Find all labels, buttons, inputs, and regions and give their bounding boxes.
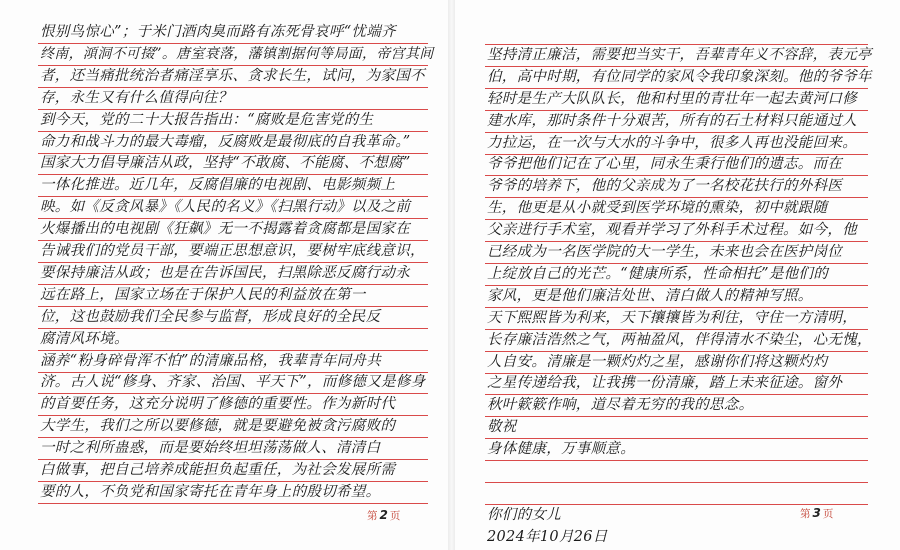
handwritten-line: 秋叶簌簌作响，道尽着无穷的我的思念。: [487, 397, 754, 414]
handwritten-line: 力拉运，在一次与大水的斗争中，很多人再也没能回来。: [487, 134, 857, 151]
ruled-line: [485, 44, 868, 45]
ruled-line: [485, 329, 868, 330]
ruled-line: [485, 460, 868, 461]
ruled-line: [38, 503, 428, 504]
handwritten-line: 国家大力倡导廉洁从政，坚持“不敢腐、不能腐、不想腐”: [40, 155, 411, 172]
handwritten-line: 一时之利所蛊惑，而是要始终坦坦荡荡做人、清清白: [40, 440, 381, 457]
ruled-line: [485, 373, 868, 374]
ruled-line: [38, 218, 428, 219]
ruled-line: [485, 175, 868, 176]
ruled-line: [38, 437, 428, 438]
handwritten-line: 大学生，我们之所以要修德，就是要避免被贪污腐败的: [40, 418, 396, 435]
handwritten-line: 要的人，不负党和国家寄托在青年身上的殷切希望。: [40, 483, 381, 500]
handwritten-line: 生，他更是从小就受到医学环境的熏染，初中就跟随: [487, 200, 828, 217]
handwritten-line: 远在路上，国家立场在于保护人民的利益放在第一: [40, 286, 366, 303]
left-page: [0, 0, 448, 550]
handwritten-line: 告诫我们的党员干部，要端正思想意识，要树牢底线意识，: [40, 243, 425, 259]
ruled-line: [38, 65, 428, 66]
handwritten-line: 要保持廉洁从政；也是在告诉国民，扫黑除恶反腐行动永: [40, 264, 410, 281]
handwritten-line: 家风，更是他们廉洁处世、清白做人的精神写照。: [487, 287, 813, 304]
handwritten-line: 之星传递给我，让我携一份清廉，踏上未来征途。窗外: [487, 375, 843, 392]
page-label-suffix: 页: [822, 508, 834, 520]
ruled-line: [485, 416, 868, 417]
ruled-line: [38, 415, 428, 416]
page-number-label: [367, 508, 400, 523]
ruled-line: [38, 131, 428, 132]
ruled-line: [485, 307, 868, 308]
ruled-line: [38, 43, 428, 44]
handwritten-line: 恨别鸟惊心”；于米门酒肉臭而路有冻死骨哀呼“忧端齐: [40, 24, 396, 40]
handwritten-line: 一体化推进。近几年，反腐倡廉的电视剧、电影频频上: [40, 177, 396, 194]
handwritten-line: 伯，高中时期，有位同学的家风令我印象深刻。他的爷爷年: [487, 68, 872, 85]
handwritten-line: 到今天，党的二十大报告指出：“腐败是危害党的生: [40, 111, 374, 128]
ruled-line: [485, 219, 868, 220]
ruled-line: [38, 196, 428, 197]
ruled-line: [38, 306, 428, 307]
handwritten-line: 人自安。清廉是一颗灼灼之星，感谢你们将这颗灼灼: [487, 353, 828, 370]
handwritten-line: 长存廉洁浩然之气，两袖盈风，伴得清水不染尘，心无愧，: [487, 331, 872, 348]
ruled-line: [38, 481, 428, 482]
handwritten-line: 济。古人说“修身、齐家、治国、平天下”，而修德又是修身: [40, 374, 426, 391]
ruled-line: [485, 351, 868, 352]
handwritten-line: 轻时是生产大队队长，他和村里的青壮年一起去黄河口修: [487, 90, 857, 107]
handwritten-line: 上绽放自己的光芒。“健康所系，性命相托”是他们的: [487, 265, 829, 282]
ruled-line: [485, 241, 868, 242]
handwritten-line: 敬祝: [487, 419, 517, 436]
ruled-line: [485, 197, 868, 198]
handwritten-line: 存，永生又有什么值得向往？: [40, 89, 233, 106]
ruled-line: [38, 350, 428, 351]
ruled-line: [485, 263, 868, 264]
ruled-line: [485, 438, 868, 439]
page-number: 2: [379, 508, 388, 522]
ruled-line: [485, 482, 868, 483]
ruled-line: [485, 285, 868, 286]
page-label-suffix: 页: [389, 510, 401, 522]
handwritten-line: 命力和战斗力的最大毒瘤，反腐败是最彻底的自我革命。”: [40, 133, 411, 150]
handwritten-line: 者，还当痛批统治者痛淫享乐、贪求长生，试问，为家国不: [40, 67, 425, 84]
ruled-line: [38, 372, 428, 373]
ruled-line: [485, 504, 868, 505]
ruled-line: [485, 394, 868, 395]
handwritten-line: 的首要任务，这充分说明了修德的重要性。作为新时代: [40, 396, 396, 413]
ruled-line: [38, 240, 428, 241]
ruled-line: [38, 87, 428, 88]
handwritten-line: 爷爷的培养下，他的父亲成为了一名校花扶行的外科医: [487, 178, 843, 195]
page-label-prefix: 第: [367, 510, 378, 522]
handwritten-line: 已经成为一名医学院的大一学生，未来也会在医护岗位: [487, 244, 843, 260]
ruled-line: [485, 154, 868, 155]
ruled-line: [38, 153, 428, 154]
handwritten-line: 位，这也鼓励我们全民参与监督，形成良好的全民反: [40, 308, 381, 325]
handwritten-line: 涵养“粉身碎骨浑不怕”的清廉品格，我辈青年同舟共: [40, 352, 382, 369]
handwritten-line: 建水库，那时条件十分艰苦，所有的石土材料只能通过人: [487, 112, 857, 129]
handwritten-line: 腐清风环境。: [40, 330, 129, 347]
page-number-label: [800, 506, 833, 521]
ruled-line: [38, 284, 428, 285]
handwritten-line: 身体健康，万事顺意。: [487, 441, 635, 458]
ruled-line: [485, 88, 868, 89]
handwritten-line: 映。如《反贪风暴》《人民的名义》《扫黑行动》以及之前: [40, 199, 411, 216]
ruled-line: [485, 132, 868, 133]
page-gutter: [448, 0, 455, 550]
ruled-line: [38, 459, 428, 460]
handwritten-line: 坚持清正廉洁，需要把当实干，吾辈青年义不容辞，表元亭: [487, 46, 872, 63]
handwritten-line: 白做事，把自己培养成能担负起重任，为社会发展所需: [40, 462, 396, 478]
ruled-line: [485, 110, 868, 111]
handwritten-line: 爷爷把他们记在了心里，同永生秉行他们的遗志。而在: [487, 156, 843, 173]
handwritten-line: 父亲进行手术室，观看并学习了外科手术过程。如今，他: [487, 222, 857, 239]
ruled-line: [38, 109, 428, 110]
ruled-line: [38, 393, 428, 394]
right-page: [455, 0, 900, 550]
ruled-line: [485, 66, 868, 67]
page-number: 3: [812, 506, 821, 520]
handwritten-line: 2024年10月26日: [487, 528, 608, 545]
handwritten-line: 火爆播出的电视剧《狂飙》无一不揭露着贪腐都是国家在: [40, 221, 410, 238]
ruled-line: [38, 328, 428, 329]
handwritten-line: 天下熙熙皆为利来，天下攘攘皆为利往，守住一方清明，: [487, 309, 857, 326]
ruled-line: [38, 262, 428, 263]
page-label-prefix: 第: [800, 508, 811, 520]
ruled-line: [38, 174, 428, 175]
handwritten-line: 你们的女儿: [487, 506, 561, 523]
handwritten-line: 终南，澒洞不可掇”。唐室衰落，藩镇割据何等局面，帝宫其间: [40, 45, 434, 62]
